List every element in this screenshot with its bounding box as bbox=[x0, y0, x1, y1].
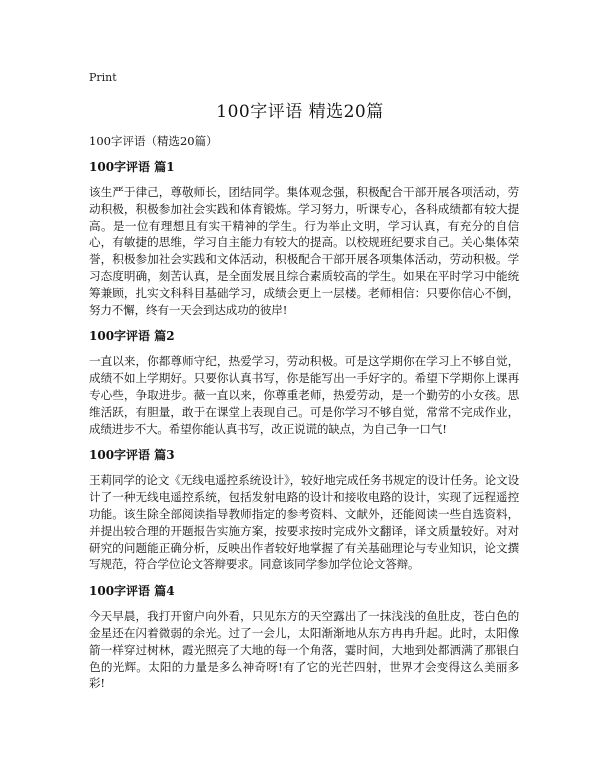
section-heading: 100字评语 篇2 bbox=[89, 329, 175, 344]
section-paragraph: 一直以来，你都尊师守纪，热爱学习，劳动积极。可是这学期你在学习上不够自觉，成绩不如上学期好。只要你认真书写，你是能写出一手好字的。希望下学期你上课再专心些，争取进步。薇一直以来，你尊重老师，热爱劳动，是一个勤劳的小女孩。思维活跃，有胆量，敢于在课堂上表现自己。可是你学习不够自觉，常常不完成作业，成绩进步不大。希望你能认真书写，改正说谎的缺点，为自己争一口气! bbox=[89, 354, 519, 436]
document-content bbox=[89, 158, 519, 701]
section-heading: 100字评语 篇3 bbox=[89, 448, 175, 463]
section-heading: 100字评语 篇1 bbox=[89, 160, 175, 174]
document-subtitle: 100字评语（精选20篇） bbox=[89, 134, 218, 148]
section-paragraph: 王莉同学的论文《无线电遥控系统设计》，较好地完成任务书规定的设计任务。论文设计了一种无线电遥控系统，包括发射电路的设计和接收电路的设计，实现了远程遥控功能。该生除全部阅读指导教师指定的参考资料、文献外，还能阅读一些自选资料，并提出较合理的开题报告实施方案，按要求按时完成外文翻译，译文质量较好。对对研究的问题能正确分析，反映出作者较好地掌握了有关基础理论与专业知识，论文撰写规范，符合学位论文答辩要求。同意该同学参加学位论文答辩。 bbox=[89, 473, 519, 572]
print-label: Print bbox=[89, 71, 117, 84]
section-paragraph: 今天早晨，我打开窗户向外看，只见东方的天空露出了一抹浅浅的鱼肚皮，苍白色的金星还在闪着微弱的余光。过了一会儿，太阳渐渐地从东方冉冉升起。此时，太阳像箭一样穿过树林，霞光照亮了大地的每一个角落，霎时间，大地到处都洒满了那银白色的光辉。太阳的力量是多么神奇呀!有了它的光芒四射，世界才会变得这么美丽多彩! bbox=[89, 609, 519, 691]
section-paragraph: 该生严于律己，尊敬师长，团结同学。集体观念强，积极配合干部开展各项活动，劳动积极，积极参加社会实践和体育锻炼。学习努力，听课专心，各科成绩都有较大提高。是一位有理想且有实干精神的学生。行为举止文明，学习认真，有充分的自信心，有敏捷的思维，学习自主能力有较大的提高。以校规班纪要求自己。关心集体荣誉，积极参加社会实践和文体活动，积极配合干部开展各项集体活动，劳动积极。学习态度明确，刻苦认真，是全面发展且综合素质较高的学生。如果在平时学习中能统筹兼顾，扎实文科科目基础学习，成绩会更上一层楼。老师相信：只要你信心不倒，努力不懈，终有一天会到达成功的彼岸! bbox=[89, 185, 519, 317]
section-heading: 100字评语 篇4 bbox=[89, 584, 175, 599]
document-title: 100字评语 精选20篇 bbox=[216, 102, 384, 122]
